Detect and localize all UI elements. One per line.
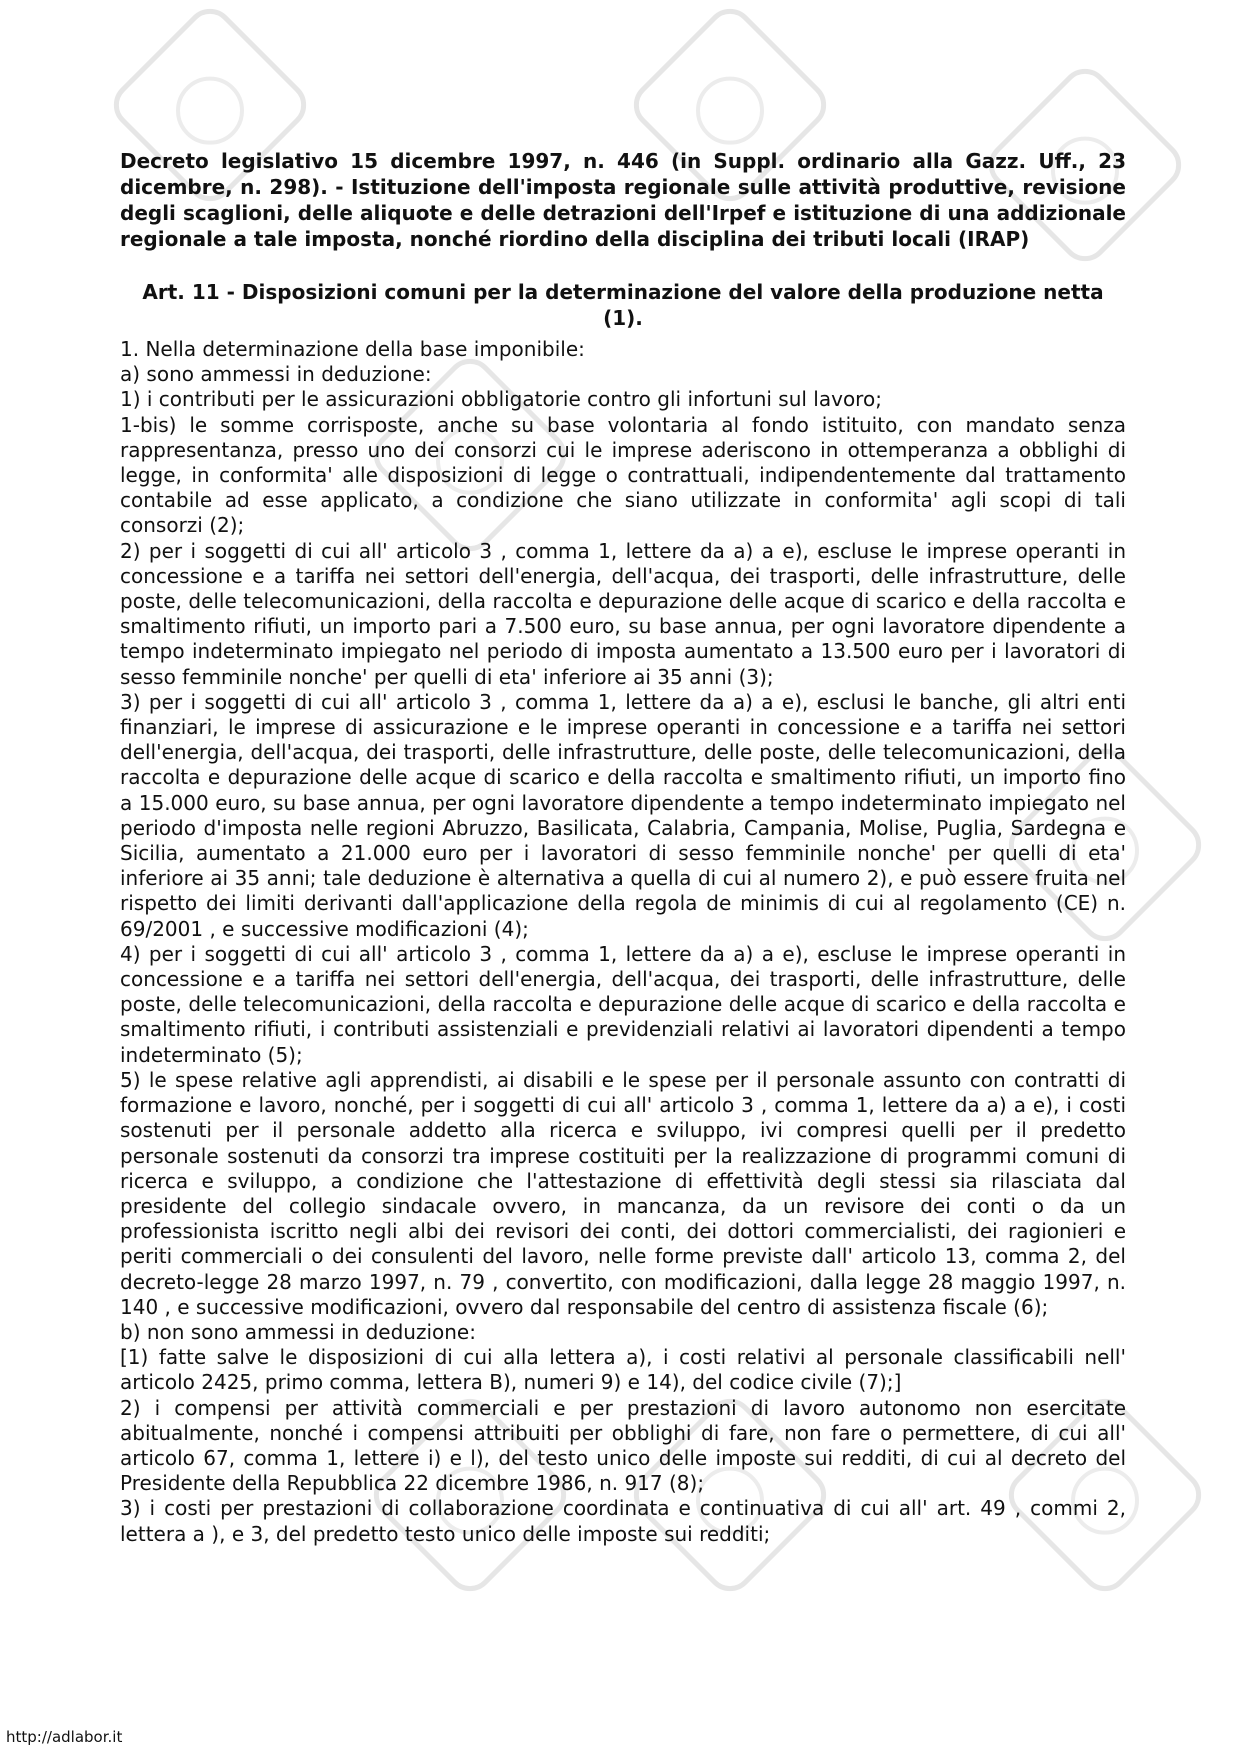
paragraph: 1-bis) le somme corrisposte, anche su base volontaria al fondo istituito, con mandato senza rappresentanza, presso uno dei consorzi cui le imprese aderiscono in ottemperanza a obblighi di legge, in conformita' alle disposizioni di legge o contrattuali, indipendentemente dal trattamento contabile ad esse applicato, a condizione che siano utilizzate in conformita' agli scopi di tali consorzi (2);	[120, 412, 1126, 538]
article-text	[120, 337, 1126, 1547]
paragraph: 3) per i soggetti di cui all' articolo 3 , comma 1, lettere da a) a e), esclusi le banche, gli altri enti finanziari, le imprese di assicurazione e le imprese operanti in concessione e a tariffa nei settori dell'energia, dell'acqua, dei trasporti, delle infrastrutture, delle poste, delle telecomunicazioni, della raccolta e depurazione delle acque di scarico e della raccolta e smaltimento rifiuti, un importo fino a 15.000 euro, su base annua, per ogni lavoratore dipendente a tempo indeterminato impiegato nel periodo d'imposta nelle regioni Abruzzo, Basilicata, Calabria, Campania, Molise, Puglia, Sardegna e Sicilia, aumentato a 21.000 euro per i lavoratori di sesso femminile nonche' per quelli di eta' inferiore ai 35 anni; tale deduzione è alternativa a quella di cui al numero 2), e può essere fruita nel rispetto dei limiti derivanti dall'applicazione della regola de minimis di cui al regolamento (CE) n. 69/2001 , e successive modificazioni (4);	[120, 689, 1126, 941]
paragraph: a) sono ammessi in deduzione:	[120, 362, 432, 387]
document-body	[120, 148, 1126, 1547]
paragraph: 3) i costi per prestazioni di collaborazione coordinata e continuativa di cui all' art. 49 , commi 2, lettera a ), e 3, del predetto testo unico delle imposte sui redditi;	[120, 1496, 1126, 1546]
paragraph: 1. Nella determinazione della base imponibile:	[120, 337, 585, 361]
paragraph: 2) per i soggetti di cui all' articolo 3 , comma 1, lettere da a) a e), escluse le imprese operanti in concessione e a tariffa nei settori dell'energia, dell'acqua, dei trasporti, delle infrastrutture, delle poste, delle telecomunicazioni, della raccolta e depurazione delle acque di scarico e della raccolta e smaltimento rifiuti, un importo pari a 7.500 euro, su base annua, per ogni lavoratore dipendente a tempo indeterminato impiegato nel periodo di imposta aumentato a 13.500 euro per i lavoratori di sesso femminile nonche' per quelli di eta' inferiore ai 35 anni (3);	[120, 538, 1126, 689]
paragraph: 4) per i soggetti di cui all' articolo 3 , comma 1, lettere da a) a e), escluse le imprese operanti in concessione e a tariffa nei settori dell'energia, dell'acqua, dei trasporti, delle infrastrutture, delle poste, delle telecomunicazioni, della raccolta e depurazione delle acque di scarico e della raccolta e smaltimento rifiuti, i contributi assistenziali e previdenziali relativi ai lavoratori dipendenti a tempo indeterminato (5);	[120, 941, 1126, 1067]
footer-url: http://adlabor.it	[6, 1728, 123, 1746]
article-heading: Art. 11 - Disposizioni comuni per la determinazione del valore della produzione netta (1).	[142, 280, 1104, 330]
document-title: Decreto legislativo 15 dicembre 1997, n. 446 (in Suppl. ordinario alla Gazz. Uff., 23 dicembre, n. 298). - Istituzione dell'imposta regionale sulle attività produttive, revisione degli scaglioni, delle aliquote e delle detrazioni dell'Irpef e istituzione di una addizionale regionale a tale imposta, nonché riordino della disciplina dei tributi locali (IRAP)	[120, 149, 1126, 251]
paragraph: 2) i compensi per attività commerciali e per prestazioni di lavoro autonomo non esercitate abitualmente, nonché i compensi attribuiti per obblighi di fare, non fare o permettere, di cui all' articolo 67, comma 1, lettere i) e l), del testo unico delle imposte sui redditi, di cui al decreto del Presidente della Repubblica 22 dicembre 1986, n. 917 (8);	[120, 1395, 1126, 1496]
paragraph: 5) le spese relative agli apprendisti, ai disabili e le spese per il personale assunto con contratti di formazione e lavoro, nonché, per i soggetti di cui all' articolo 3 , comma 1, lettere da a) a e), i costi sostenuti per il personale addetto alla ricerca e sviluppo, ivi compresi quelli per il predetto personale sostenuti da consorzi tra imprese costituiti per la realizzazione di programmi comuni di ricerca e sviluppo, a condizione che l'attestazione di effettività degli stessi sia rilasciata dal presidente del collegio sindacale ovvero, in mancanza, da un revisore dei conti o da un professionista iscritto negli albi dei revisori dei conti, dei dottori commercialisti, dei ragionieri e periti commerciali o dei consulenti del lavoro, nelle forme previste dall' articolo 13, comma 2, del decreto-legge 28 marzo 1997, n. 79 , convertito, con modificazioni, dalla legge 28 maggio 1997, n. 140 , e successive modificazioni, ovvero dal responsabile del centro di assistenza fiscale (6);	[120, 1067, 1126, 1319]
paragraph: [1) fatte salve le disposizioni di cui alla lettera a), i costi relativi al personale classificabili nell' articolo 2425, primo comma, lettera B), numeri 9) e 14), del codice civile (7);]	[120, 1345, 1126, 1395]
paragraph: b) non sono ammessi in deduzione:	[120, 1319, 476, 1344]
paragraph: 1) i contributi per le assicurazioni obbligatorie contro gli infortuni sul lavoro;	[120, 387, 882, 412]
